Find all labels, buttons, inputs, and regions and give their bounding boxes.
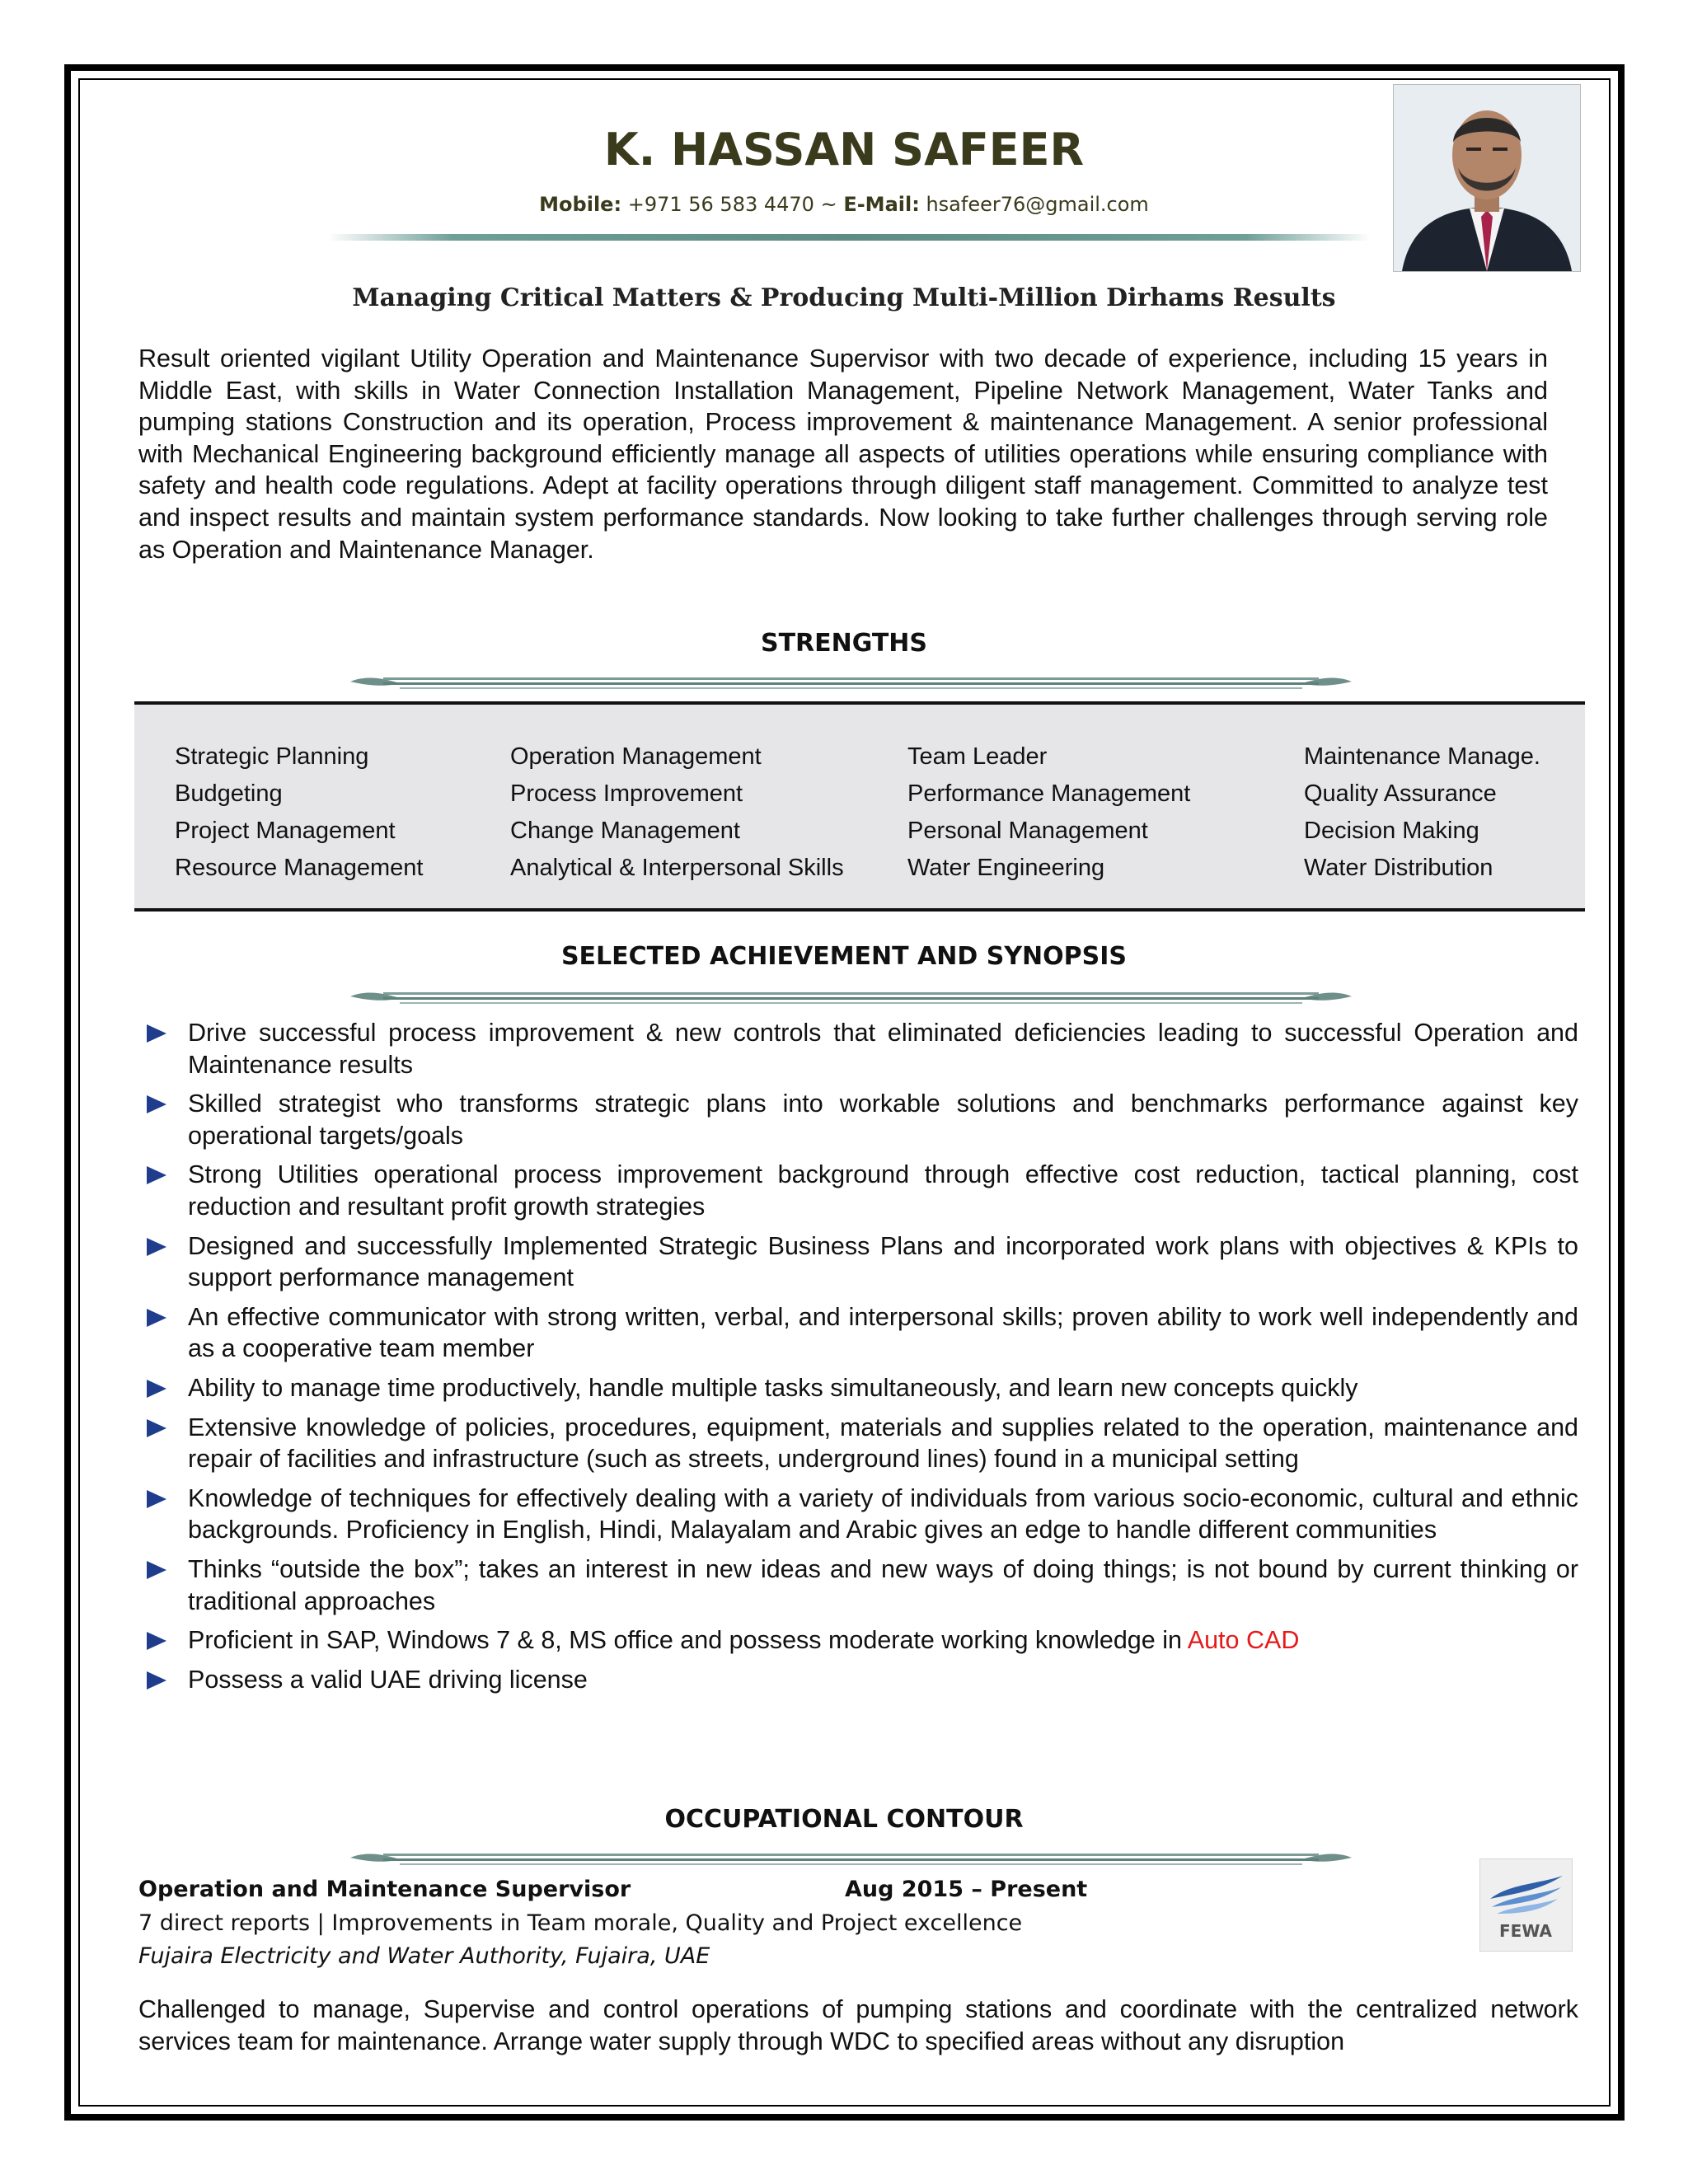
strength-item: Water Engineering xyxy=(907,855,1105,881)
job-organization: Fujaira Electricity and Water Authority, Fujaira, UAE xyxy=(138,1943,710,1969)
job-reports: 7 direct reports | Improvements in Team morale, Quality and Project excellence xyxy=(138,1910,1023,1936)
strengths-title: STRENGTHS xyxy=(760,629,928,658)
candidate-name: K. HASSAN SAFEER xyxy=(603,124,1085,176)
bullet-triangle-icon xyxy=(147,1561,166,1579)
strength-item: Water Distribution xyxy=(1304,855,1493,881)
fewa-logo xyxy=(1479,1858,1573,1952)
bullet-triangle-icon xyxy=(147,1309,166,1327)
strengths-panel xyxy=(134,701,1585,912)
email-label: E-Mail: xyxy=(843,193,920,216)
strength-item: Process Improvement xyxy=(510,780,743,807)
section-divider-ornament xyxy=(350,670,1352,695)
list-item: Thinks “outside the box”; takes an interest in new ideas and new ways of doing things; is not bound by current thinking or traditional approaches xyxy=(138,1554,1578,1617)
bullet-triangle-icon xyxy=(147,1166,166,1184)
autocad-highlight: Auto CAD xyxy=(1187,1626,1300,1655)
list-item: Possess a valid UAE driving license xyxy=(138,1664,1578,1696)
bullet-triangle-icon xyxy=(147,1671,166,1690)
bullet-triangle-icon xyxy=(147,1095,166,1113)
bullet-triangle-icon xyxy=(147,1490,166,1508)
strength-item: Quality Assurance xyxy=(1304,780,1497,807)
section-divider-ornament xyxy=(350,985,1352,1010)
strength-item: Personal Management xyxy=(907,818,1148,844)
tagline: Managing Critical Matters & Producing Multi-Million Dirhams Results xyxy=(352,284,1336,312)
profile-photo xyxy=(1393,84,1581,272)
strength-item: Operation Management xyxy=(510,743,762,770)
list-item: Designed and successfully Implemented Strategic Business Plans and incorporated work plans with objectives & KPIs to support performance management xyxy=(138,1230,1578,1294)
bullet-triangle-icon xyxy=(147,1380,166,1398)
strength-item: Performance Management xyxy=(907,780,1191,807)
email-address: hsafeer76@gmail.com xyxy=(926,193,1149,216)
strength-item: Project Management xyxy=(175,818,396,844)
strength-item: Strategic Planning xyxy=(175,743,369,770)
achievement-list xyxy=(138,1017,1578,1703)
list-item: Skilled strategist who transforms strategic plans into workable solutions and benchmarks performance against key operational targets/goals xyxy=(138,1088,1578,1151)
professional-summary: Result oriented vigilant Utility Operation and Maintenance Supervisor with two decade of experience, including 15 years in Middle East, with skills in Water Connection Installation Management, Pipeline Network Management, Water Tanks and pumping stations Construction and its operation, Process improvement & maintenance Management. A senior professional with Mechanical Engineering background efficiently manage all aspects of utilities operations while ensuring compliance with safety and health code regulations. Adept at facility operations through diligent staff management. Committed to analyze test and inspect results and maintain system performance standards. Now looking to take further challenges through serving role as Operation and Maintenance Manager. xyxy=(138,344,1548,564)
list-item: Knowledge of techniques for effectively dealing with a variety of individuals from various socio-economic, cultural and ethnic backgrounds. Proficiency in English, Hindi, Malayalam and Arabic gives an edge to handle different communities xyxy=(138,1483,1578,1546)
job-dates: Aug 2015 – Present xyxy=(845,1877,1088,1902)
strength-item: Budgeting xyxy=(175,780,283,807)
achievements-title: SELECTED ACHIEVEMENT AND SYNOPSIS xyxy=(560,942,1128,971)
job-description: Challenged to manage, Supervise and control operations of pumping stations and coordinate with the centralized network services team for maintenance. Arrange water supply through WDC to specified areas without any disruption xyxy=(138,1995,1578,2055)
bullet-triangle-icon xyxy=(147,1024,166,1043)
list-item: Strong Utilities operational process improvement background through effective cost reduction, tactical planning, cost reduction and resultant profit growth strategies xyxy=(138,1159,1578,1222)
job-title: Operation and Maintenance Supervisor xyxy=(138,1877,631,1902)
strength-item: Decision Making xyxy=(1304,818,1479,844)
header-rule xyxy=(328,234,1371,241)
list-item: Drive successful process improvement & new controls that eliminated deficiencies leading to successful Operation and Maintenance results xyxy=(138,1017,1578,1080)
occupation-title: OCCUPATIONAL CONTOUR xyxy=(664,1805,1024,1834)
list-item: Proficient in SAP, Windows 7 & 8, MS office and possess moderate working knowledge in Auto CAD xyxy=(138,1624,1578,1657)
section-divider-ornament xyxy=(350,1846,1352,1871)
svg-text:FEWA: FEWA xyxy=(1499,1921,1552,1941)
mobile-label: Mobile: xyxy=(539,193,622,216)
list-item: An effective communicator with strong written, verbal, and interpersonal skills; proven ability to work well independently and as a cooperative team member xyxy=(138,1301,1578,1365)
list-item: Ability to manage time productively, handle multiple tasks simultaneously, and learn new concepts quickly xyxy=(138,1372,1578,1404)
strength-item: Resource Management xyxy=(175,855,424,881)
contact-separator: ~ xyxy=(820,193,837,216)
list-item: Extensive knowledge of policies, procedures, equipment, materials and supplies related to the operation, maintenance and repair of facilities and infrastructure (such as streets, underground lines) found in a municipal setting xyxy=(138,1412,1578,1475)
mobile-number: +971 56 583 4470 xyxy=(627,193,814,216)
bullet-triangle-icon xyxy=(147,1238,166,1256)
strength-item: Team Leader xyxy=(907,743,1048,770)
strength-item: Analytical & Interpersonal Skills xyxy=(510,855,844,881)
strength-item: Maintenance Manage. xyxy=(1304,743,1540,770)
bullet-triangle-icon xyxy=(147,1419,166,1437)
bullet-triangle-icon xyxy=(147,1632,166,1650)
strength-item: Change Management xyxy=(510,818,740,844)
